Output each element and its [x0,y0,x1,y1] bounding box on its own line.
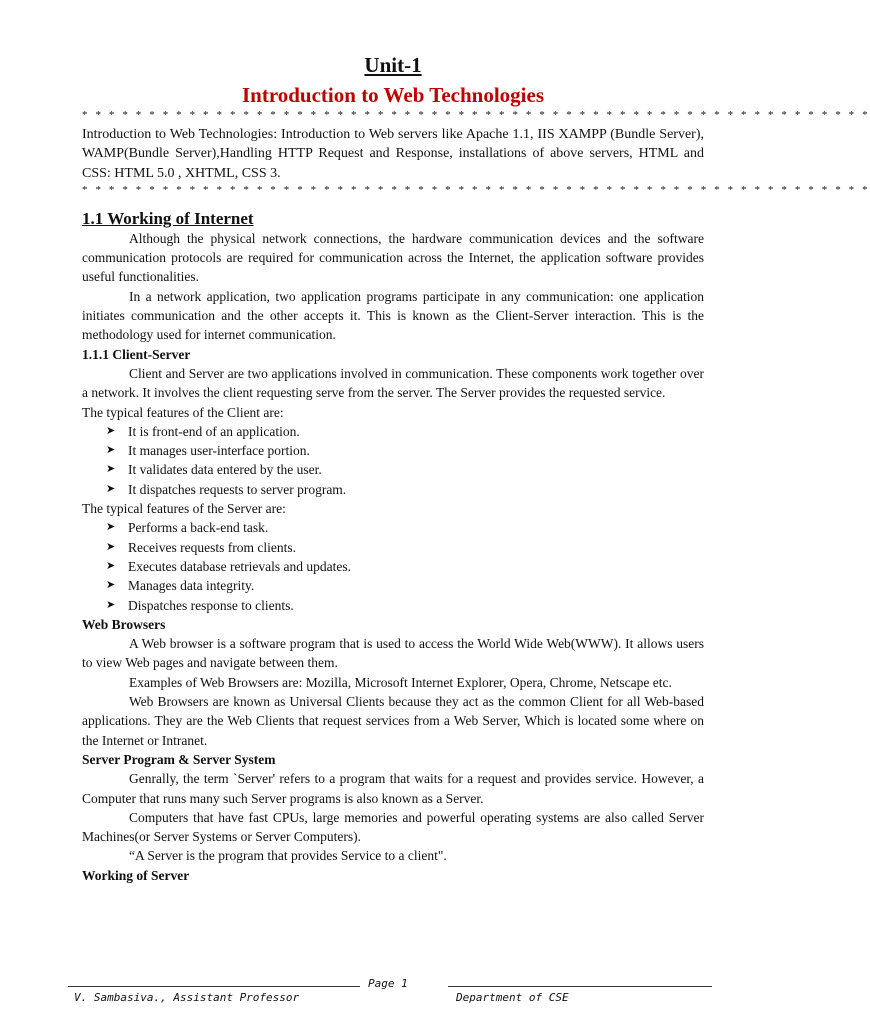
list-item: ➤ It manages user-interface portion. [106,441,704,460]
client-features-intro: The typical features of the Client are: [82,404,284,420]
star-divider-top: * * * * * * * * * * * * * * * * * * * * * * * * * * * * * * * * * * * * * * * * * * * * * * * * * * * * * * * * * * * [82,109,870,121]
page-footer [68,974,712,1014]
paragraph-internet-1: Although the physical network connections, the hardware communication devices and the software communication protocols are required for communication across the Internet, the application software provides useful functionalities. [82,230,704,285]
list-item: ➤ It dispatches requests to server program. [106,480,704,499]
list-item: ➤ It validates data entered by the user. [106,460,704,479]
subsection-heading-server-program: Server Program & Server System [82,751,276,767]
list-item: ➤ Manages data integrity. [106,576,704,595]
arrow-bullet-icon: ➤ [106,463,116,476]
arrow-bullet-icon: ➤ [106,482,116,495]
arrow-bullet-icon: ➤ [106,444,116,457]
section-heading-working-of-internet: 1.1 Working of Internet [82,208,254,228]
paragraph-server-program-3: “A Server is the program that provides Service to a client". [129,848,447,864]
subsection-heading-client-server: 1.1.1 Client-Server [82,346,191,362]
arrow-bullet-icon: ➤ [106,521,116,534]
arrow-bullet-icon: ➤ [106,579,116,592]
footer-divider-left [68,986,360,987]
list-item: ➤ It is front-end of an application. [106,422,704,441]
document-page [82,52,870,885]
server-features-intro: The typical features of the Server are: [82,501,286,517]
paragraph-client-server: Client and Server are two applications involved in communication. These components work together over a network. It involves the client requesting serve from the server. The Server provides the requested service. [82,365,704,401]
page-number: Page 1 [368,977,408,990]
unit-heading: Unit-1 [364,53,422,77]
list-item: ➤ Executes database retrievals and updates. [106,557,704,576]
arrow-bullet-icon: ➤ [106,598,116,611]
arrow-bullet-icon: ➤ [106,559,116,572]
paragraph-web-browsers-2: Examples of Web Browsers are: Mozilla, Microsoft Internet Explorer, Opera, Chrome, Netscape etc. [129,674,672,690]
footer-author: V. Sambasiva., Assistant Professor [74,991,300,1004]
paragraph-web-browsers-3: Web Browsers are known as Universal Clients because they act as the common Client for all Web-based applications. They are the Web Clients that request services from a Web Server, Which is located some where on the Internet or Intranet. [82,694,704,748]
footer-department: Department of CSE [456,991,569,1004]
subsection-heading-working-of-server: Working of Server [82,867,190,883]
arrow-bullet-icon: ➤ [106,424,116,437]
star-divider-bottom: * * * * * * * * * * * * * * * * * * * * * * * * * * * * * * * * * * * * * * * * * * * * * * * * * * * * * * * * * * * [82,183,870,196]
client-features-list [82,422,704,499]
server-features-list [82,518,704,614]
list-item: ➤ Dispatches response to clients. [106,596,704,615]
footer-divider-right [448,986,712,987]
subsection-heading-web-browsers: Web Browsers [82,616,166,632]
paragraph-server-program-2: Computers that have fast CPUs, large memories and powerful operating systems are also called Server Machines(or Server Systems or Server Computers). [82,809,704,845]
syllabus-summary: Introduction to Web Technologies: Introduction to Web servers like Apache 1.1, IIS XAMPP (Bundle Server), WAMP(Bundle Server),Handling HTTP Request and Response, installations of above servers, HTML and CSS: HTML 5.0 , XHTML, CSS 3. [82,127,704,181]
arrow-bullet-icon: ➤ [106,540,116,553]
paragraph-server-program-1: Genrally, the term `Server' refers to a program that waits for a request and provides service. However, a Computer that runs many such Server programs is also known as a Server. [82,771,704,806]
paragraph-web-browsers-1: A Web browser is a software program that is used to access the World Wide Web(WWW). It allows users to view Web pages and navigate between them. [82,636,704,671]
list-item: ➤ Receives requests from clients. [106,538,704,557]
page-title: Introduction to Web Technologies [241,83,545,107]
paragraph-internet-2: In a network application, two application programs participate in any communication: one application initiates communication and the other accepts it. This is known as the Client-Server interaction. This is the methodology used for internet communication. [82,288,704,343]
list-item: ➤ Performs a back-end task. [106,518,704,537]
